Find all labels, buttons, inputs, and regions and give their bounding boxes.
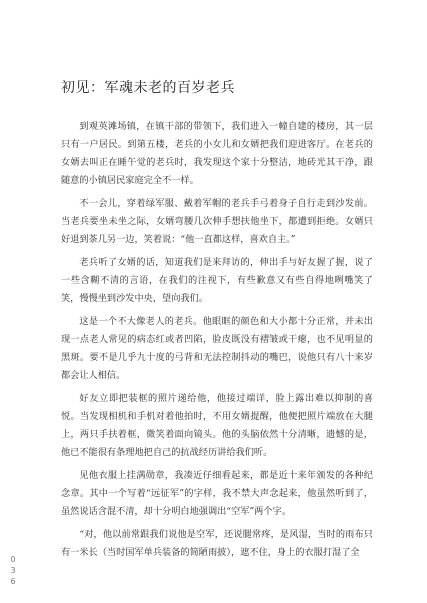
paragraph: 这是一个不大像老人的老兵。他眼眶的颜色和大小都十分正常，并未出现一点老人常见的病态红或者凹陷，脸皮既没有褶皱或干瘪，也不见明显的黑斑。要不是几乎九十度的弓背和无法控制抖动的嘴巴，说他只有八十来岁都会让人相信。 <box>61 316 373 381</box>
paragraph: 见他衣服上挂满勋章，我凑近仔细看起来，都是近十来年颁发的各种纪念章。其中一个写着“远征军”的字样，我不禁大声念起来，他虽然听到了，虽然说话含混不清，却十分明白地强调出“空军”两个字。 <box>61 470 373 517</box>
chapter-title: 初见：军魂未老的百岁老兵 <box>61 80 235 96</box>
paragraph: 老兵听了女婿的话，知道我们是来拜访的，伸出手与好友握了握，说了一些含糊不清的言语，在我们的注视下，有些歉意又有些自得地咧嘴笑了笑，慢慢坐到沙发中央，望向我们。 <box>61 257 373 304</box>
paragraph: 不一会儿，穿着绿军服、戴着军帽的老兵手弓着身子自行走到沙发前。当老兵要坐未坐之际，女婿弯腰几次伸手想扶他坐下，都遭到拒绝。女婿只好退到茶几另一边，笑着说：“他一直都这样，喜欢自主。” <box>61 198 373 245</box>
body-text <box>61 118 373 567</box>
paragraph: 好友立即把装框的照片递给他，他接过端详，脸上露出难以抑制的喜悦。当发现相机和手机对着他拍时，不用女婿提醒，他便把照片端放在大腿上，两只手扶着框，微笑着面向镜头。他的头脑依然十分清晰，遗憾的是，他已不能很有条理地把自己的抗战经历讲给我们听。 <box>61 393 373 458</box>
page-number: 036 <box>10 555 16 586</box>
paragraph: 到观英滩场镇，在镇干部的带领下，我们进入一幢自建的楼房，其一层只有一户居民。到第五楼，老兵的小女儿和女婿把我们迎进客厅。在老兵的女婿去叫正在睡午觉的老兵时，我发现这个家十分整洁，地砖光其干净，跟随意的小镇居民家庭完全不一样。 <box>61 121 373 186</box>
paragraph: “对，他以前常跟我们说他是空军，还说腿常疼，是风湿，当时的雨布只有一米长（当时国军单兵装备的简陋雨披），遮不住，身上的衣服打湿了全 <box>61 529 373 558</box>
